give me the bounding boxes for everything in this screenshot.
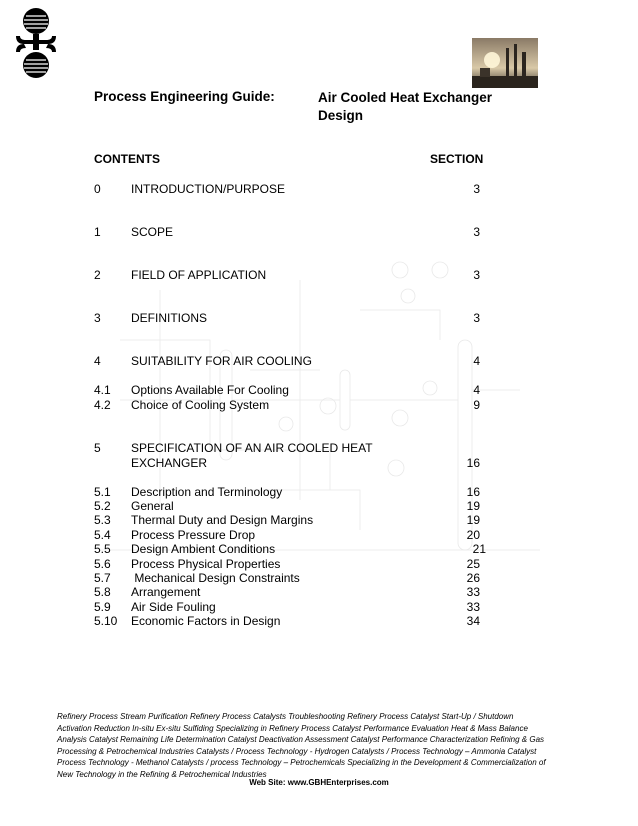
toc-page: 3 xyxy=(473,225,480,239)
toc-page: 3 xyxy=(473,268,480,282)
toc-number: 4.2 xyxy=(94,398,111,412)
toc-label: Mechanical Design Constraints xyxy=(131,571,300,585)
toc-number: 5.6 xyxy=(94,557,111,571)
toc-label: Process Pressure Drop xyxy=(131,528,256,542)
toc-number: 1 xyxy=(94,225,101,239)
toc-label: SPECIFICATION OF AN AIR COOLED HEAT EXCHANGER xyxy=(131,441,373,470)
toc-label: Process Physical Properties xyxy=(131,557,281,571)
toc-page: 33 xyxy=(466,600,480,614)
toc-page: 25 xyxy=(466,557,480,571)
toc-number: 5.9 xyxy=(94,600,111,614)
toc-number: 5.10 xyxy=(94,614,118,628)
section-heading: SECTION xyxy=(430,152,484,166)
toc-page: 21 xyxy=(472,542,486,556)
toc-number: 5 xyxy=(94,441,101,455)
toc-page: 16 xyxy=(466,456,480,470)
toc-number: 3 xyxy=(94,311,101,325)
toc-label: Choice of Cooling System xyxy=(131,398,270,412)
guide-title: Process Engineering Guide: xyxy=(94,89,275,104)
toc-label: Economic Factors in Design xyxy=(131,614,281,628)
toc-page: 4 xyxy=(473,354,480,368)
toc-page: 4 xyxy=(473,383,480,397)
company-logo-icon xyxy=(12,6,60,80)
toc-number: 2 xyxy=(94,268,101,282)
toc-number: 4.1 xyxy=(94,383,111,397)
toc-number: 0 xyxy=(94,182,101,196)
toc-page: 19 xyxy=(466,513,480,527)
toc-number: 5.2 xyxy=(94,499,111,513)
toc-number: 4 xyxy=(94,354,101,368)
toc-page: 3 xyxy=(473,311,480,325)
toc-page: 3 xyxy=(473,182,480,196)
toc-page: 9 xyxy=(473,398,480,412)
toc-page: 20 xyxy=(466,528,480,542)
footer-services-text: Refinery Process Stream Purification Refinery Process Catalysts Troubleshooting Refinery Process Catalyst Start-Up / Shutdown Activation Reduction In-situ Ex-situ Sulfiding Specializing in Refinery Process Catalyst Performance Evaluation Heat & Mass Balance Analysis Catalyst Remaining Life Determination Catalyst Deactivation Assessment Catalyst Performance Characterization Refining & Gas Processing & Petrochemical Industries Catalysts / Process Technology - Hydrogen Catalysts / Process Technology – Ammonia Catalyst Process Technology - Methanol Catalysts / process Technology – Petrochemicals Specializing in the Development & Commercialization of New Technology in the Refining & Petrochemical Industries xyxy=(57,712,546,779)
toc-label: Air Side Fouling xyxy=(131,600,216,614)
toc-label: FIELD OF APPLICATION xyxy=(131,268,267,282)
toc-label: Options Available For Cooling xyxy=(131,383,289,397)
toc-page: 19 xyxy=(466,499,480,513)
website-link[interactable]: Web Site: www.GBHEnterprises.com xyxy=(249,778,389,787)
toc-page: 34 xyxy=(466,614,480,628)
toc-label: Design Ambient Conditions xyxy=(131,542,276,556)
toc-label: Description and Terminology xyxy=(131,485,283,499)
contents-heading: CONTENTS xyxy=(94,152,160,166)
toc-label: DEFINITIONS xyxy=(131,311,208,325)
toc-label: General xyxy=(131,499,174,513)
toc-number: 5.5 xyxy=(94,542,111,556)
refinery-photo xyxy=(472,38,538,88)
toc-number: 5.1 xyxy=(94,485,111,499)
toc-number: 5.3 xyxy=(94,513,111,527)
toc-number: 5.7 xyxy=(94,571,111,585)
document-title: Air Cooled Heat Exchanger Design xyxy=(318,90,493,123)
toc-page: 16 xyxy=(466,485,480,499)
toc-label: INTRODUCTION/PURPOSE xyxy=(131,182,286,196)
toc-label: SUITABILITY FOR AIR COOLING xyxy=(131,354,312,368)
toc-label: Thermal Duty and Design Margins xyxy=(131,513,314,527)
toc-label: SCOPE xyxy=(131,225,174,239)
toc-page: 33 xyxy=(466,585,480,599)
toc-page: 26 xyxy=(466,571,480,585)
toc-number: 5.4 xyxy=(94,528,111,542)
toc-number: 5.8 xyxy=(94,585,111,599)
toc-label: Arrangement xyxy=(131,585,201,599)
